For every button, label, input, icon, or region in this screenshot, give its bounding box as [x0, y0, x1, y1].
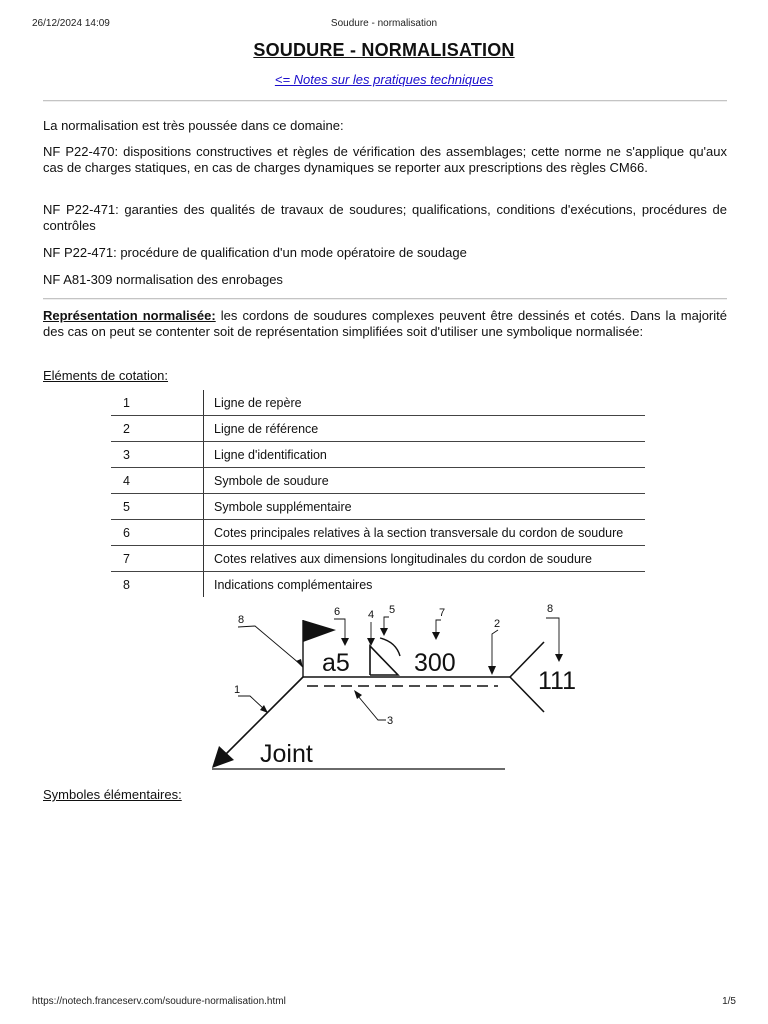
divider [43, 100, 727, 102]
print-page-title: Soudure - normalisation [330, 18, 438, 29]
supplementary-symbol [380, 638, 400, 656]
row-label: Ligne de repère [204, 390, 646, 416]
norm-nf-p22-471-b: NF P22-471: procédure de qualification d'un mode opératoire de soudage [43, 245, 467, 260]
row-number: 6 [111, 520, 204, 546]
callout-5: 5 [389, 604, 396, 616]
elements-heading: Eléments de cotation: [43, 368, 169, 383]
row-number: 8 [111, 572, 204, 598]
callout-arrowhead [341, 638, 349, 646]
callout-8-left-leader [238, 626, 300, 664]
callout-8-right-leader [546, 618, 559, 658]
callout-2: 2 [494, 618, 501, 630]
process-number: 111 [538, 667, 577, 695]
row-number: 1 [111, 390, 204, 416]
row-number: 4 [111, 468, 204, 494]
callout-2-leader [492, 630, 498, 670]
row-number: 5 [111, 494, 204, 520]
print-page-number: 1/5 [722, 996, 736, 1007]
row-label: Symbole supplémentaire [204, 494, 646, 520]
row-number: 7 [111, 546, 204, 572]
divider [43, 298, 727, 300]
back-link[interactable]: <= Notes sur les pratiques techniques [274, 72, 494, 87]
row-label: Ligne d'identification [204, 442, 646, 468]
length-dimension: 300 [414, 649, 456, 677]
representation-text: les cordons de soudures complexes peuvent être dessinés et cotés. Dans la majorité des cas on peut se contenter soit de représentation simplifiées soit d'utiliser une symbolique normalisée: [43, 308, 727, 339]
callout-arrowhead [380, 628, 388, 636]
row-label: Indications complémentaires [214, 577, 373, 592]
callout-arrowhead [296, 659, 303, 668]
weld-symbol-diagram [200, 598, 590, 776]
table-row [111, 468, 645, 494]
callout-4: 4 [368, 609, 375, 621]
callout-1: 1 [234, 684, 241, 696]
norm-nf-p22-471-a: NF P22-471: garanties des qualités de travaux de soudures; qualifications, conditions d'exécutions, procédures de contrôles [43, 202, 727, 233]
callout-6: 6 [334, 606, 341, 618]
callout-arrowhead [555, 654, 563, 662]
table-row [111, 572, 645, 598]
flag-icon [303, 620, 336, 642]
callout-arrowhead [354, 690, 362, 699]
norm-nf-p22-470: NF P22-470: dispositions constructives et règles de vérification des assemblages; cette norme ne s'applique qu'aux cas de charges statiques, en cas de charges dynamiques se reporter aux prescriptions des règles CM66. [43, 144, 727, 175]
table-row [111, 494, 645, 520]
fillet-weld-symbol [370, 646, 398, 675]
representation-label: Représentation normalisée: [43, 308, 216, 323]
callout-3: 3 [387, 715, 394, 727]
intro-text: La normalisation est très poussée dans ce domaine: [43, 118, 344, 133]
cotation-table [111, 390, 645, 597]
table-row [111, 520, 645, 546]
table-row [111, 416, 645, 442]
table-row [111, 390, 645, 416]
row-label: Cotes relatives aux dimensions longitudinales du cordon de soudure [204, 546, 646, 572]
joint-label: Joint [260, 740, 313, 768]
print-datetime: 26/12/2024 14:09 [32, 18, 110, 29]
row-number: 2 [111, 416, 204, 442]
row-label: Cotes principales relatives à la section transversale du cordon de soudure [204, 520, 646, 546]
callout-arrowhead [367, 638, 375, 646]
row-label: Ligne de référence [204, 416, 646, 442]
callout-arrowhead [488, 666, 496, 675]
page-title: SOUDURE - NORMALISATION [253, 40, 515, 60]
symbols-heading: Symboles élémentaires: [43, 787, 182, 802]
table-row [111, 546, 645, 572]
callout-arrowhead [432, 632, 440, 640]
callout-1-leader [238, 696, 264, 709]
row-number: 3 [111, 442, 204, 468]
throat-dimension: a5 [322, 649, 350, 677]
callout-8-right: 8 [547, 603, 554, 615]
callout-8-left: 8 [238, 614, 245, 626]
callout-3-leader [358, 696, 386, 720]
representation-paragraph [43, 308, 727, 340]
table-row [111, 442, 645, 468]
print-url: https://notech.franceserv.com/soudure-normalisation.html [32, 996, 286, 1007]
row-label: Symbole de soudure [204, 468, 646, 494]
norm-nf-a81-309: NF A81-309 normalisation des enrobages [43, 272, 283, 287]
callout-7: 7 [439, 607, 446, 619]
